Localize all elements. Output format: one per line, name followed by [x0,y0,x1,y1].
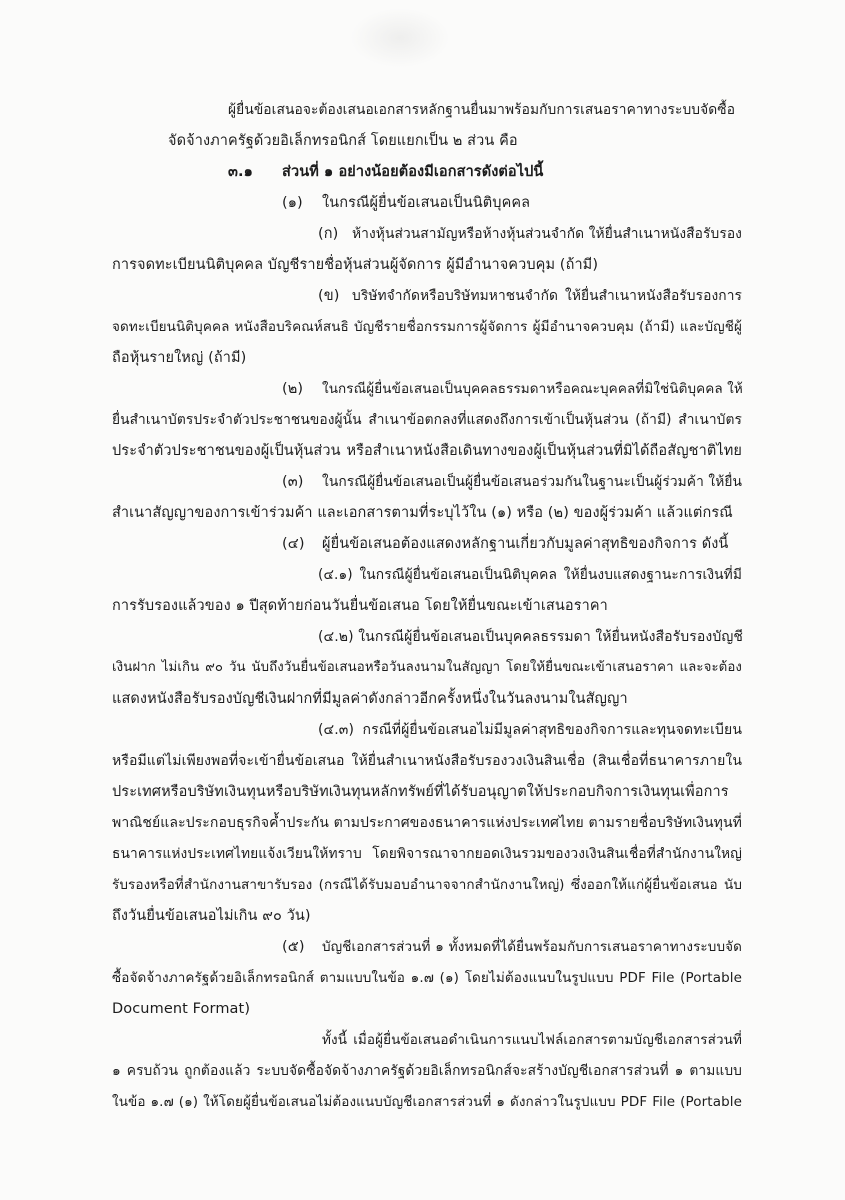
text-line: ถึงวันยื่นข้อเสนอไม่เกิน ๙๐ วัน) [112,908,311,924]
text-line: Document Format) [112,1001,251,1017]
text-line: ธนาคารแห่งประเทศไทยแจ้งเวียนให้ทราบ โดยพิจารณาจากยอดเงินรวมของวงเงินสินเชื่อที่สำนักงานใหญ่ [112,846,742,862]
text-line: (๑) [282,195,303,211]
text-line: บริษัทจำกัดหรือบริษัทมหาชนจำกัด ให้ยื่นสำเนาหนังสือรับรองการ [352,288,742,304]
text-line: เงินฝาก ไม่เกิน ๙๐ วัน นับถึงวันยื่นข้อเสนอหรือวันลงนามในสัญญา โดยให้ยื่นขณะเข้าเสนอราคา และจะต้อง [112,660,742,675]
scan-header-mark [350,8,450,68]
text-line: ซื้อจัดจ้างภาครัฐด้วยอิเล็กทรอนิกส์ ตามแบบในข้อ ๑.๗ (๑) โดยไม่ต้องแนบในรูปแบบ PDF File (Portable [112,970,742,986]
text-line: แสดงหนังสือรับรองบัญชีเงินฝากที่มีมูลค่าดังกล่าวอีกครั้งหนึ่งในวันลงนามในสัญญา [112,691,628,707]
text-line: ในกรณีผู้ยื่นข้อเสนอเป็นบุคคลธรรมดาหรือคณะบุคคลที่มิใช่นิติบุคคล ให้ [322,381,743,397]
text-line: (ก) [318,226,339,242]
text-line: (๔) [282,536,305,552]
text-line: (ข) [318,288,340,304]
text-line: ถือหุ้นรายใหญ่ (ถ้ามี) [112,350,247,366]
text-line: (๕) [282,939,305,955]
text-line: บัญชีเอกสารส่วนที่ ๑ ทั้งหมดที่ได้ยื่นพร้อมกับการเสนอราคาทางระบบจัด [322,939,742,955]
text-line: หรือมีแต่ไม่เพียงพอที่จะเข้ายื่นข้อเสนอ ให้ยื่นสำเนาหนังสือรับรองวงเงินสินเชื่อ (สินเชื่อที่ธนาคารภายใน [112,753,742,769]
text-line: ๑ ครบถ้วน ถูกต้องแล้ว ระบบจัดซื้อจัดจ้างภาครัฐด้วยอิเล็กทรอนิกส์จะสร้างบัญชีเอกสารส่วนที่ ๑ ตามแบบ [112,1063,742,1079]
text-line: รับรองหรือที่สำนักงานสาขารับรอง (กรณีได้รับมอบอำนาจจากสำนักงานใหญ่) ซึ่งออกให้แก่ผู้ยื่นข้อเสนอ นับ [112,877,742,893]
text-line: จดทะเบียนนิติบุคคล หนังสือบริคณห์สนธิ บัญชีรายชื่อกรรมการผู้จัดการ ผู้มีอำนาจควบคุม (ถ้ามี) และบัญชีผู้ [112,319,742,335]
text-line: ทั้งนี้ เมื่อผู้ยื่นข้อเสนอดำเนินการแนบไฟล์เอกสารตามบัญชีเอกสารส่วนที่ [322,1032,742,1048]
text-line: ในกรณีผู้ยื่นข้อเสนอเป็นผู้ยื่นข้อเสนอร่วมกันในฐานะเป็นผู้ร่วมค้า ให้ยื่น [322,474,743,490]
text-line: (๔.๒) ในกรณีผู้ยื่นข้อเสนอเป็นบุคคลธรรมดา ให้ยื่นหนังสือรับรองบัญชี [318,629,743,645]
text-line: (๔.๑) ในกรณีผู้ยื่นข้อเสนอเป็นนิติบุคคล ให้ยื่นงบแสดงฐานะการเงินที่มี [318,567,742,583]
text-line: ๓.๑ [228,164,253,180]
text-line: ผู้ยื่นข้อเสนอจะต้องเสนอเอกสารหลักฐานยื่นมาพร้อมกับการเสนอราคาทางระบบจัดซื้อ [228,102,736,118]
text-line: ในกรณีผู้ยื่นข้อเสนอเป็นนิติบุคคล [322,195,531,211]
text-line: ประเทศหรือบริษัทเงินทุนหรือบริษัทเงินทุนหลักทรัพย์ที่ได้รับอนุญาตให้ประกอบกิจการเงินทุนเพื่อการ [112,784,729,800]
text-line: (๓) [282,474,304,490]
text-line: การจดทะเบียนนิติบุคคล บัญชีรายชื่อหุ้นส่วนผู้จัดการ ผู้มีอำนาจควบคุม (ถ้ามี) [112,257,599,273]
text-line: การรับรองแล้วของ ๑ ปีสุดท้ายก่อนวันยื่นข้อเสนอ โดยให้ยื่นขณะเข้าเสนอราคา [112,598,608,614]
text-line: ประจำตัวประชาชนของผู้เป็นหุ้นส่วน หรือสำเนาหนังสือเดินทางของผู้เป็นหุ้นส่วนที่มิได้ถือสัญชาติไทย [112,443,742,459]
text-line: ในข้อ ๑.๗ (๑) ให้โดยผู้ยื่นข้อเสนอไม่ต้องแนบบัญชีเอกสารส่วนที่ ๑ ดังกล่าวในรูปแบบ PDF File (Portable [112,1094,742,1110]
text-line: ส่วนที่ ๑ อย่างน้อยต้องมีเอกสารดังต่อไปนี้ [282,164,544,180]
text-line: ยื่นสำเนาบัตรประจำตัวประชาชนของผู้นั้น สำเนาข้อตกลงที่แสดงถึงการเข้าเป็นหุ้นส่วน (ถ้ามี) สำเนาบัตร [112,412,742,428]
text-line: (๒) [282,381,304,397]
text-line: ห้างหุ้นส่วนสามัญหรือห้างหุ้นส่วนจำกัด ให้ยื่นสำเนาหนังสือรับรอง [352,226,742,242]
text-line: ผู้ยื่นข้อเสนอต้องแสดงหลักฐานเกี่ยวกับมูลค่าสุทธิของกิจการ ดังนี้ [322,536,729,552]
text-line: (๔.๓) กรณีที่ผู้ยื่นข้อเสนอไม่มีมูลค่าสุทธิของกิจการและทุนจดทะเบียน [318,722,742,738]
text-line: พาณิชย์และประกอบธุรกิจค้ำประกัน ตามประกาศของธนาคารแห่งประเทศไทย ตามรายชื่อบริษัทเงินทุนที่ [112,815,742,831]
text-line: สำเนาสัญญาของการเข้าร่วมค้า และเอกสารตามที่ระบุไว้ใน (๑) หรือ (๒) ของผู้ร่วมค้า แล้วแต่กรณี [112,505,733,521]
text-line: จัดจ้างภาครัฐด้วยอิเล็กทรอนิกส์ โดยแยกเป็น ๒ ส่วน คือ [168,133,518,149]
